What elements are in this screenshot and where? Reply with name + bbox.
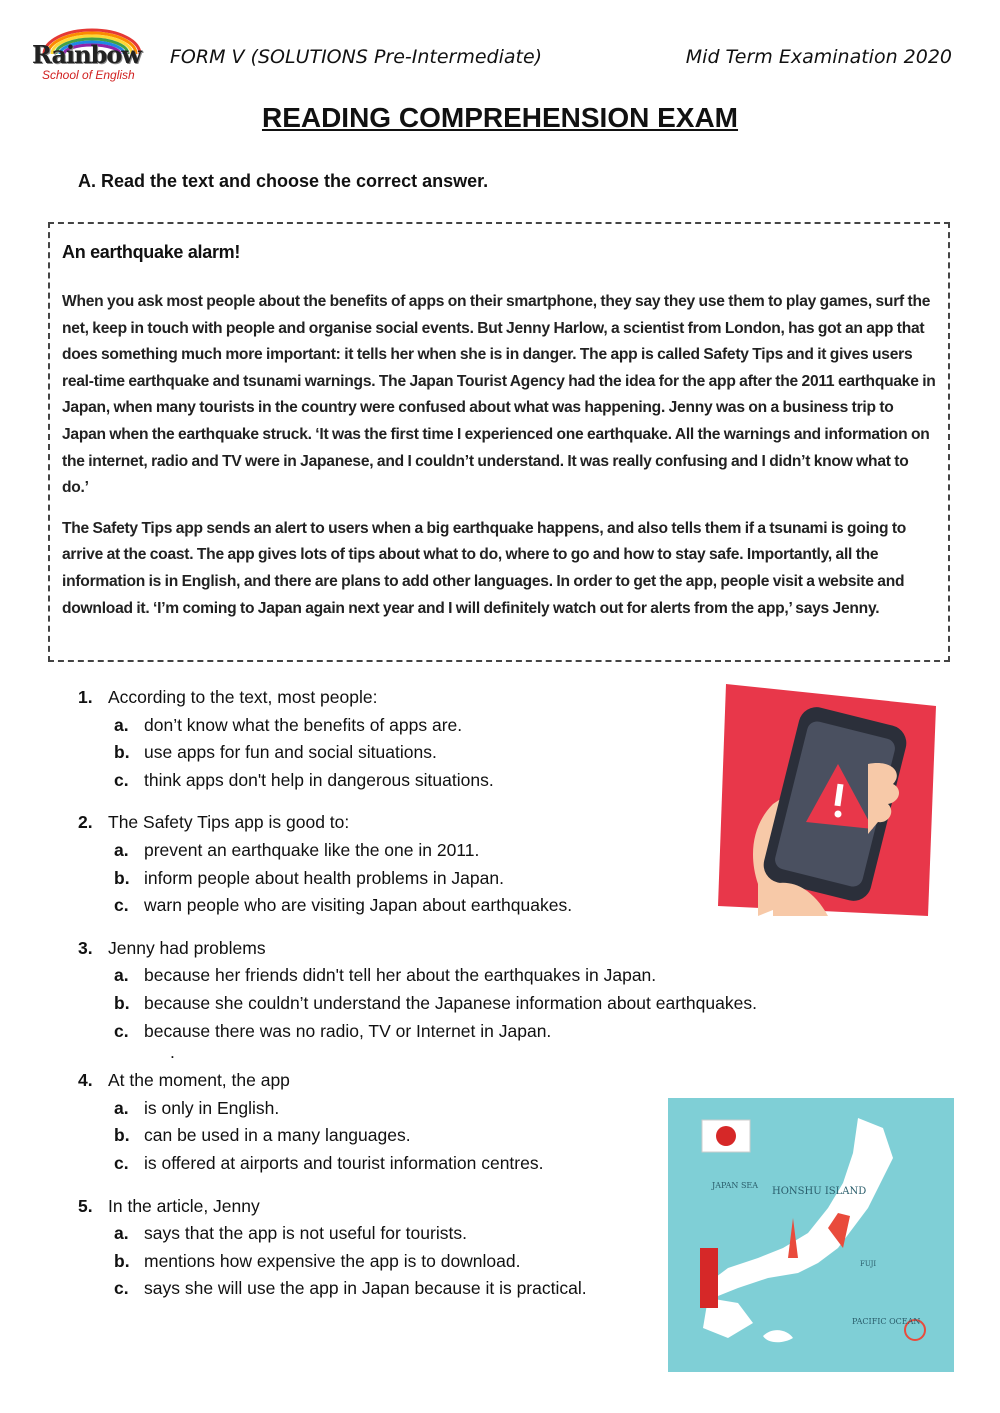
article-paragraph-2: The Safety Tips app sends an alert to users when a big earthquake happens, and also tells them if a tsunami is going to arrive at the coast. The app gives lots of tips about what to do, where to go and how to stay safe. Importantly, all the information is in English, and there are plans to add other languages. In order to get the app, people visit a website and download it. ‘I’m coming to Japan again next year and I will definitely watch out for alerts from the app,’ says Jenny. bbox=[62, 519, 907, 617]
page-title: READING COMPREHENSION EXAM bbox=[261, 102, 739, 133]
option-letter: a. bbox=[114, 1097, 129, 1118]
option-text: can be used in a many languages. bbox=[144, 1125, 411, 1146]
option-text: think apps don't help in dangerous situations. bbox=[144, 769, 494, 790]
page-header bbox=[0, 0, 1000, 95]
option-letter: a. bbox=[114, 839, 129, 860]
school-logo bbox=[32, 26, 152, 84]
option-text: inform people about health problems in Japan. bbox=[144, 867, 504, 888]
option-letter: a. bbox=[114, 1223, 129, 1244]
option-3a[interactable] bbox=[78, 962, 878, 990]
option-letter: b. bbox=[114, 867, 130, 888]
article-title: An earthquake alarm! bbox=[62, 242, 241, 262]
question-number: 2. bbox=[78, 812, 93, 833]
question-text: According to the text, most people: bbox=[108, 687, 378, 707]
option-text: use apps for fun and social situations. bbox=[144, 742, 437, 763]
question-text: Jenny had problems bbox=[108, 937, 266, 958]
option-3c[interactable] bbox=[78, 1018, 878, 1046]
phone-warning-icon bbox=[718, 684, 936, 916]
japan-map-illustration bbox=[668, 1098, 954, 1372]
option-letter: c. bbox=[114, 1020, 129, 1041]
option-text: because she couldn’t understand the Japanese information about earthquakes. bbox=[144, 992, 757, 1013]
option-letter: b. bbox=[114, 1250, 130, 1271]
option-text: because there was no radio, TV or Internet in Japan. bbox=[144, 1020, 552, 1041]
stray-dot: . bbox=[170, 1042, 175, 1063]
option-text: mentions how expensive the app is to download. bbox=[144, 1250, 521, 1271]
option-letter: b. bbox=[114, 742, 130, 763]
question-number: 5. bbox=[78, 1195, 93, 1216]
option-letter: a. bbox=[114, 714, 129, 735]
option-letter: c. bbox=[114, 1278, 129, 1299]
article-paragraph-1: When you ask most people about the benefits of apps on their smartphone, they say they use them to play games, surf the net, keep in touch with people and organise social events. But Jenny Harlow, a scientist from London, has got an app that does something much more important: it tells her when she is in danger. The app is called Safety Tips and it gives users real-time earthquake and tsunami warnings. The Japan Tourist Agency had the idea for the app after the 2011 earthquake in Japan, when many tourists in the country were confused about what was happening. Jenny was on a business trip to Japan when the earthquake struck. ‘It was the first time I experienced one earthquake. All the warnings and information on the internet, radio and TV were in Japanese, and I couldn’t understand. It was really confusing and I didn’t know what to do.’ bbox=[62, 293, 936, 497]
exam-title: Mid Term Examination 2020 bbox=[685, 46, 952, 68]
option-letter: a. bbox=[114, 965, 129, 986]
form-title: FORM V (SOLUTIONS Pre-Intermediate) bbox=[170, 46, 543, 68]
option-text: says that the app is not useful for tourists. bbox=[144, 1223, 467, 1244]
map-label-honshu: HONSHU ISLAND bbox=[772, 1186, 867, 1197]
map-label-pacific: PACIFIC OCEAN bbox=[852, 1317, 921, 1326]
option-text: because her friends didn't tell her about the earthquakes in Japan. bbox=[144, 965, 657, 986]
option-text: warn people who are visiting Japan about earthquakes. bbox=[144, 895, 573, 916]
option-3b[interactable] bbox=[78, 990, 878, 1018]
option-letter: b. bbox=[114, 1125, 130, 1146]
question-text: At the moment, the app bbox=[108, 1070, 290, 1091]
option-text: don’t know what the benefits of apps are. bbox=[144, 714, 463, 735]
question-number: 4. bbox=[78, 1070, 93, 1091]
option-letter: c. bbox=[114, 769, 129, 790]
map-label-fuji: FUJI bbox=[860, 1260, 877, 1268]
question-text: The Safety Tips app is good to: bbox=[108, 812, 350, 833]
option-text: says she will use the app in Japan because it is practical. bbox=[144, 1278, 587, 1299]
option-text: prevent an earthquake like the one in 2011. bbox=[144, 839, 480, 860]
map-label-japan-sea: JAPAN SEA bbox=[712, 1181, 759, 1190]
logo-subtitle: School of English bbox=[42, 68, 135, 82]
section-instruction: A. Read the text and choose the correct answer. bbox=[78, 171, 489, 191]
reading-text-box bbox=[48, 222, 950, 662]
phone-alert-illustration bbox=[718, 684, 936, 916]
option-text: is only in English. bbox=[144, 1097, 280, 1118]
question-text: In the article, Jenny bbox=[108, 1195, 260, 1216]
japan-map-icon bbox=[668, 1098, 954, 1372]
option-letter: b. bbox=[114, 992, 130, 1013]
question-number: 1. bbox=[78, 687, 93, 707]
question-3 bbox=[78, 935, 878, 1045]
option-text: is offered at airports and tourist information centres. bbox=[144, 1152, 544, 1173]
question-number: 3. bbox=[78, 937, 93, 958]
option-letter: c. bbox=[114, 895, 129, 916]
option-letter: c. bbox=[114, 1152, 129, 1173]
logo-word: Rainbow bbox=[32, 40, 142, 69]
